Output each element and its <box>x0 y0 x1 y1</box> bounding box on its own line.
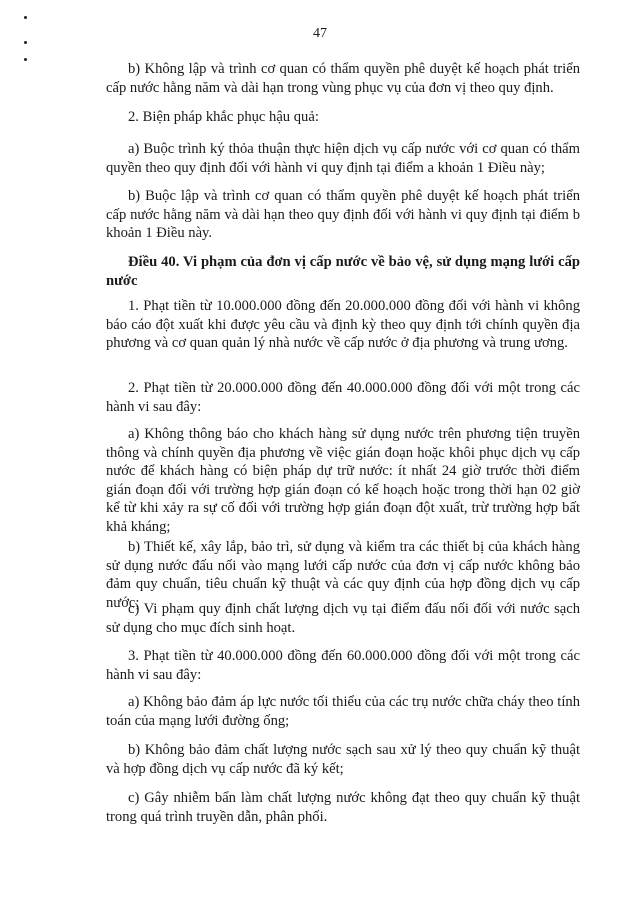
paragraph-clause-3a: a) Không bảo đảm áp lực nước tối thiểu của các trụ nước chữa cháy theo tính toán của mạng lưới đường ống; <box>106 694 580 729</box>
page-number: 47 <box>313 26 327 41</box>
scan-mark-bottom <box>24 58 27 61</box>
paragraph-clause-2: 2. Phạt tiền từ 20.000.000 đồng đến 40.000.000 đồng đối với một trong các hành vi sau đây: <box>106 380 580 415</box>
paragraph-clause-3c: c) Gây nhiễm bẩn làm chất lượng nước không đạt theo quy chuẩn kỹ thuật trong quá trình truyền dẫn, phân phối. <box>106 790 580 825</box>
paragraph-clause-3: 3. Phạt tiền từ 40.000.000 đồng đến 60.000.000 đồng đối với một trong các hành vi sau đây: <box>106 648 580 683</box>
paragraph-clause-2c: c) Vi phạm quy định chất lượng dịch vụ tại điểm đấu nối đối với nước sạch sử dụng cho mục đích sinh hoạt. <box>106 601 580 636</box>
paragraph-remedy-a: a) Buộc trình ký thỏa thuận thực hiện dịch vụ cấp nước với cơ quan có thẩm quyền theo quy định đối với hành vi quy định tại điểm a khoản 1 Điều này; <box>106 141 580 176</box>
paragraph-clause-1: 1. Phạt tiền từ 10.000.000 đồng đến 20.000.000 đồng đối với hành vi không báo cáo đột xuất khi được yêu cầu và định kỳ theo quy định tới chính quyền địa phương và cơ quan quản lý nhà nước về cấp nước ở địa phương và trung ương. <box>106 298 580 352</box>
paragraph-1b: b) Không lập và trình cơ quan có thẩm quyền phê duyệt kế hoạch phát triển cấp nước hằng năm và dài hạn trong vùng phục vụ của đơn vị theo quy định. <box>106 61 580 96</box>
paragraph-remedy-b: b) Buộc lập và trình cơ quan có thẩm quyền phê duyệt kế hoạch phát triển cấp nước hằng năm và dài hạn theo quy định đối với hành vi quy định tại điểm b khoản 1 Điều này. <box>106 188 580 242</box>
paragraph-clause-3b: b) Không bảo đảm chất lượng nước sạch sau xử lý theo quy chuẩn kỹ thuật và hợp đồng dịch vụ cấp nước đã ký kết; <box>106 742 580 777</box>
paragraph-clause-2b: b) Thiết kế, xây lắp, bảo trì, sử dụng và kiểm tra các thiết bị của khách hàng sử dụng nước đấu nối vào mạng lưới cấp nước của đơn vị cấp nước không bảo đảm quy chuẩn, tiêu chuẩn kỹ thuật và các quy định của hợp đồng dịch vụ cấp nước; <box>106 539 580 611</box>
article-40-heading: Điều 40. Vi phạm của đơn vị cấp nước về bảo vệ, sử dụng mạng lưới cấp nước <box>106 254 580 289</box>
scan-mark-top <box>24 16 27 19</box>
paragraph-clause-2a: a) Không thông báo cho khách hàng sử dụng nước trên phương tiện truyền thông và chính quyền địa phương về việc gián đoạn hoặc khôi phục dịch vụ cấp nước để khách hàng có biện pháp dự trữ nước: ít nhất 24 giờ trước thời điểm gián đoạn đối với trường hợp gián đoạn có kế hoạch hoặc trong thời hạn 02 giờ kể từ khi xảy ra sự cố đối với trường hợp gián đoạn đột xuất, trừ trường hợp bất khả kháng; <box>106 426 580 535</box>
paragraph-remedies: 2. Biện pháp khắc phục hậu quả: <box>128 109 319 125</box>
